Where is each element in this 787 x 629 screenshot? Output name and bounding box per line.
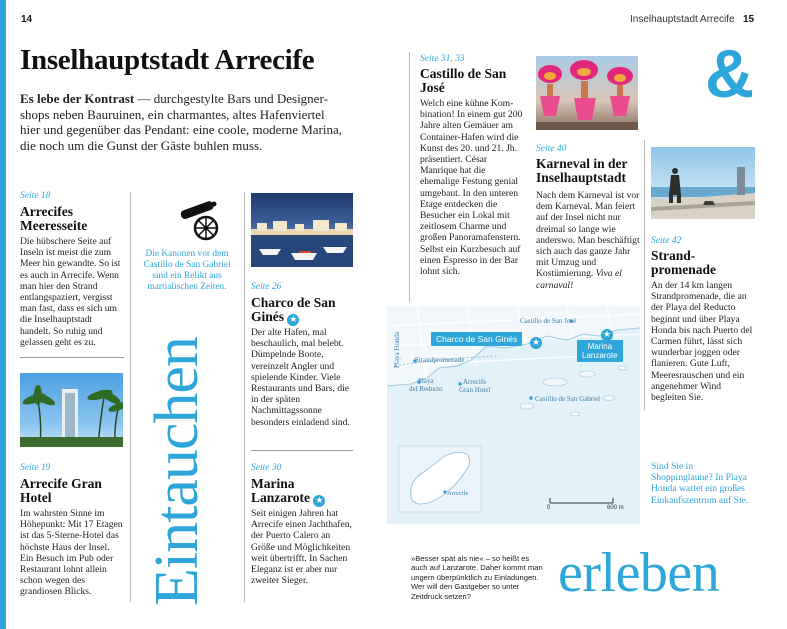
section-title: Arrecifes Meeresseite <box>20 204 88 233</box>
divider <box>251 450 353 451</box>
section-ref: Seite 19 <box>20 463 51 473</box>
carnival-illustration <box>536 56 638 130</box>
map-scale-zero: 0 <box>547 505 551 511</box>
section-title: Castillo de San José <box>420 66 507 95</box>
intro-lead: Es lebe der Kontrast <box>20 91 135 106</box>
section-text: Der alte Hafen, mal beschaulich, mal belebt. Dümpelnde Boote, vereinzelt Angler und spielende Kinder. Viele Restaurants und Bars, die in der späten Nachmittagssonne besonders einladend sind. <box>251 327 350 428</box>
map-label-charco <box>431 332 522 346</box>
carnival-photo <box>536 56 638 130</box>
section-text: Welch eine kühne Kombination! In einem gut 200 Jahre alten Gemäuer am Container-Hafen wird die Kunst des 20. und 21. Jh. präsentiert. César Manrique hat die ehemalige Festung genial umgebaut. In den unteren Etage entdecken die Besucher ein Lokal mit zeitlosem Charme und großen Panoramafenstern. Selbst ein Kurzbesuch auf einen Espresso in der Bar lohnt sich. <box>420 98 523 278</box>
promenade-illustration <box>651 147 755 219</box>
map-inset-label: Arrecife <box>447 490 469 497</box>
charco-harbour-photo <box>251 193 353 267</box>
quote-text: »Besser spät als nie« – so heißt es auch auf Lanzarote. Daher kommt man ungern überpünktlich zu Einladungen. Wer will den Gastgeber so unter Zeitdruck setzen? <box>411 554 543 601</box>
column-divider <box>244 192 245 602</box>
map-label-castillo-gabriel: Castillo de San Gabriel <box>535 395 601 403</box>
section-ref: Seite 42 <box>651 236 682 246</box>
star-icon: ★ <box>531 338 541 348</box>
intro-text: — durchgestylte Bars und Designershops neben Bauruinen, ein charmantes, altes Hafenviertel hier und gegenüber das Pendant: eine coole, moderne Marina, die noch um die Gunst der Gäste buhlen muss. <box>20 91 342 153</box>
star-icon: ★ <box>602 330 612 340</box>
map-label-marina <box>577 340 623 362</box>
page-number-right: 15 <box>743 14 755 25</box>
vertical-word-eintauchen: Eintauchen <box>143 337 211 606</box>
harbour-illustration <box>251 193 353 267</box>
map-label-gran-hotel <box>459 378 490 394</box>
map-label-playa-reducto-line2: del Reducto <box>409 385 443 393</box>
erleben-word: erleben <box>558 542 720 604</box>
shopping-tip: Sind Sie in Shoppinglaune? In Playa Honda wartet ein großes Einkaufszentrum auf Sie. <box>651 461 749 506</box>
city-map <box>387 306 640 524</box>
section-text: An der 14 km langen Strandpromenade, die an der Playa del Reducto beginnt und über Playa Honda bis nach Puerto del Carmen führt, lässt sich wunderbar joggen oder flanieren. Gute Luft, Meeresrauschen und ein angenehmer Wind begleiten Sie. <box>651 280 753 404</box>
section-text <box>536 190 640 291</box>
section-title: Karneval in der Inselhauptstadt <box>536 156 628 185</box>
section-ref: Seite 31, 33 <box>420 54 465 64</box>
map-label-playa-reducto <box>409 377 443 393</box>
map-label-castillo-jose: Castillo de San José <box>520 317 577 325</box>
intro-paragraph <box>20 91 348 153</box>
gran-hotel-photo <box>20 373 123 447</box>
section-title-text: Marina Lanzarote <box>251 476 310 505</box>
section-text: Die hübschere Seite auf Inseln ist meist die zum Meer hin gewandte. So ist es auch in Arrecife. Wenn man hier den Strand entlangspaziert, vergisst man fast, dass es sich um die Inselhauptstadt handelt. So ruhig und gelassen geht es zu. <box>20 236 121 348</box>
section-ref: Seite 26 <box>251 282 282 292</box>
map-label-gran-hotel-line1: Arrecife <box>462 378 487 386</box>
section-title: Strandpromenade <box>651 248 717 277</box>
running-head: Inselhauptstadt Arrecife <box>630 14 735 25</box>
map-label-marina-line2: Lanzarote <box>582 351 618 360</box>
page-title: Inselhauptstadt Arrecife <box>20 44 315 76</box>
left-edge-bar <box>0 0 6 629</box>
promenade-photo <box>651 147 755 219</box>
map-scale-max: 600 m <box>607 505 624 511</box>
section-title-text: Charco de San Ginés <box>251 295 336 324</box>
section-text-italic: Viva el carnaval! <box>536 268 622 291</box>
section-title: Arrecife Gran Hotel <box>20 476 102 505</box>
column-divider <box>644 140 645 410</box>
cannon-icon <box>176 198 224 247</box>
ampersand-glyph: & <box>705 36 755 112</box>
column-divider <box>130 192 131 602</box>
map-label-charco-text: Charco de San Ginés <box>436 334 518 344</box>
map-label-strandpromenade: Strandpromenade <box>415 356 465 364</box>
section-title <box>251 296 351 326</box>
cannon-caption: Die Kanonen vor dem Castillo de San Gabriel sind ein Relikt aus martialischen Zeiten. <box>143 249 231 292</box>
star-icon: ★ <box>289 315 298 325</box>
section-ref: Seite 18 <box>20 191 51 201</box>
column-divider <box>409 52 410 302</box>
star-icon: ★ <box>315 496 324 506</box>
section-ref: Seite 40 <box>536 144 567 154</box>
section-ref: Seite 30 <box>251 463 282 473</box>
map-label-gran-hotel-line2: Gran Hotel <box>459 386 491 394</box>
section-text: Im wahrsten Sinne im Höhepunkt: Mit 17 Etagen ist das 5-Sterne-Hotel das höchste Haus der Insel. Ein Besuch im Pub oder Restaurant lohnt allein schon wegen des grandiosen Blicks. <box>20 508 123 598</box>
map-label-playa-honda: Playa Honda <box>393 332 401 368</box>
section-title <box>251 477 351 507</box>
section-text: Seit einigen Jahren hat Arrecife einen Jachthafen, der Puerto Calero an Größe und Möglichkeiten weit übertrifft. In Sachen Eleganz ist er aber nur zweiter Sieger. <box>251 508 352 587</box>
divider <box>20 357 124 358</box>
map-label-marina-line1: Marina <box>587 342 613 351</box>
palm-hotel-illustration <box>20 373 123 447</box>
map-label-playa-reducto-line1: Playa <box>418 377 434 385</box>
page-number-left: 14 <box>21 14 33 25</box>
section-text-main: Nach dem Karneval ist vor dem Karneval. Man feiert auf der Insel nicht nur dreimal so lange wie anderswo. Man beschäftigt sich auch das ganze Jahr mit Umzug und Kostümierung. <box>536 190 640 280</box>
